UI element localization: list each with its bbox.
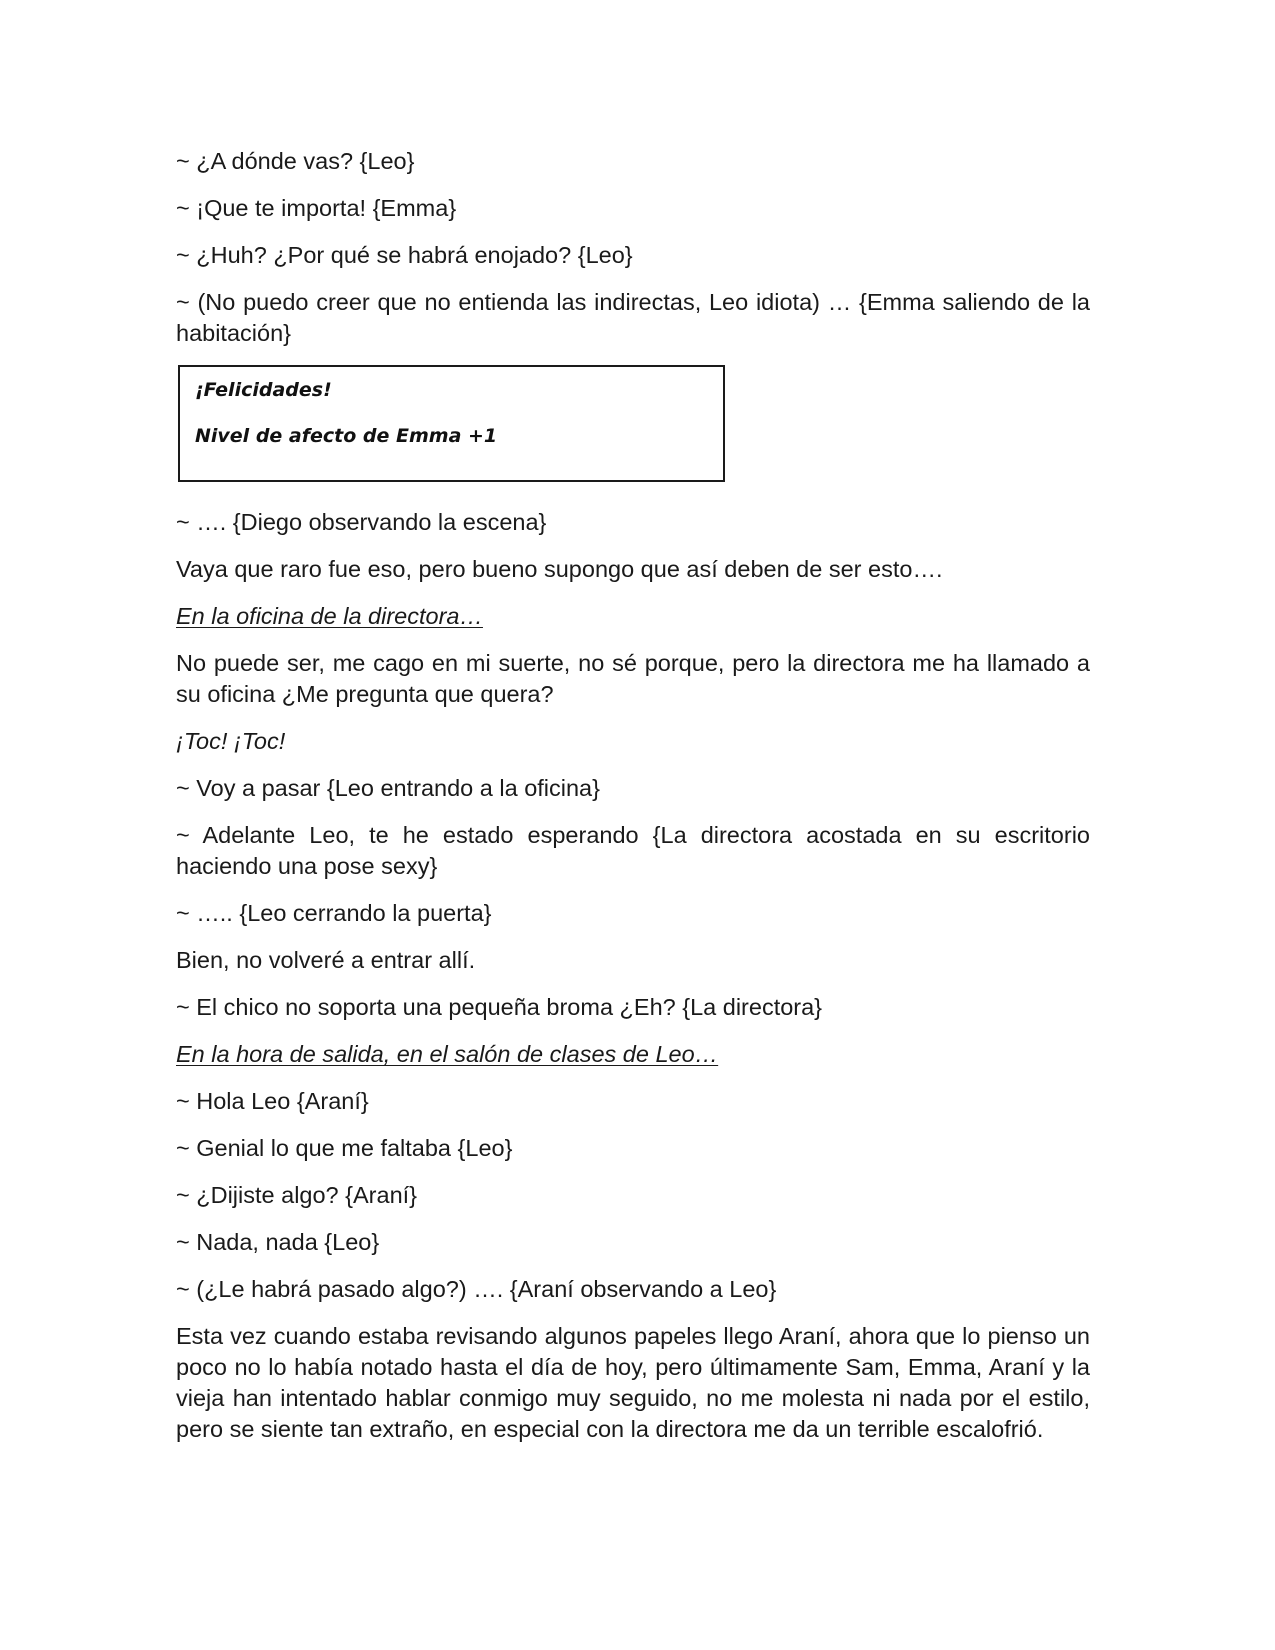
scene-heading: En la hora de salida, en el salón de clases de Leo… <box>176 1041 719 1067</box>
scene-heading: En la oficina de la directora… <box>176 603 483 629</box>
dialogue-line: ~ ¿Dijiste algo? {Araní} <box>176 1182 418 1208</box>
dialogue-line: ~ ….. {Leo cerrando la puerta} <box>176 900 492 926</box>
dialogue-line: ~ El chico no soporta una pequeña broma ¿Eh? {La directora} <box>176 994 823 1020</box>
narration-paragraph: Vaya que raro fue eso, pero bueno supongo que así deben de ser esto…. <box>176 556 943 582</box>
narration-paragraph: Esta vez cuando estaba revisando algunos papeles llego Araní, ahora que lo pienso un poco no lo había notado hasta el día de hoy, pero últimamente Sam, Emma, Araní y la vieja han intentado hablar conmigo muy seguido, no me molesta ni nada por el estilo, pero se siente tan extraño, en especial con la directora me da un terrible escalofrió. <box>176 1323 1090 1442</box>
dialogue-line: ~ ¡Que te importa! {Emma} <box>176 195 457 221</box>
dialogue-line: ~ ¿Huh? ¿Por qué se habrá enojado? {Leo} <box>176 242 633 268</box>
dialogue-line: ~ Adelante Leo, te he estado esperando {La directora acostada en su escritorio haciendo una pose sexy} <box>176 822 1090 879</box>
notice-text: Nivel de afecto de Emma +1 <box>195 425 498 447</box>
dialogue-line: ~ ¿A dónde vas? {Leo} <box>176 148 415 174</box>
dialogue-line: ~ (¿Le habrá pasado algo?) …. {Araní observando a Leo} <box>176 1276 777 1302</box>
notice-title: ¡Felicidades! <box>195 379 332 401</box>
dialogue-line: ~ Genial lo que me faltaba {Leo} <box>176 1135 513 1161</box>
affection-notice-box <box>178 365 725 482</box>
document-page <box>176 146 1090 1461</box>
narration-paragraph: Bien, no volveré a entrar allí. <box>176 947 476 973</box>
dialogue-line: ~ Nada, nada {Leo} <box>176 1229 380 1255</box>
dialogue-line: ~ Hola Leo {Araní} <box>176 1088 369 1114</box>
dialogue-line: ~ …. {Diego observando la escena} <box>176 509 547 535</box>
sound-effect: ¡Toc! ¡Toc! <box>176 728 286 754</box>
narration-paragraph: No puede ser, me cago en mi suerte, no sé porque, pero la directora me ha llamado a su oficina ¿Me pregunta que quera? <box>176 650 1090 707</box>
dialogue-line: ~ Voy a pasar {Leo entrando a la oficina} <box>176 775 600 801</box>
dialogue-line: ~ (No puedo creer que no entienda las indirectas, Leo idiota) … {Emma saliendo de la habitación} <box>176 289 1090 346</box>
